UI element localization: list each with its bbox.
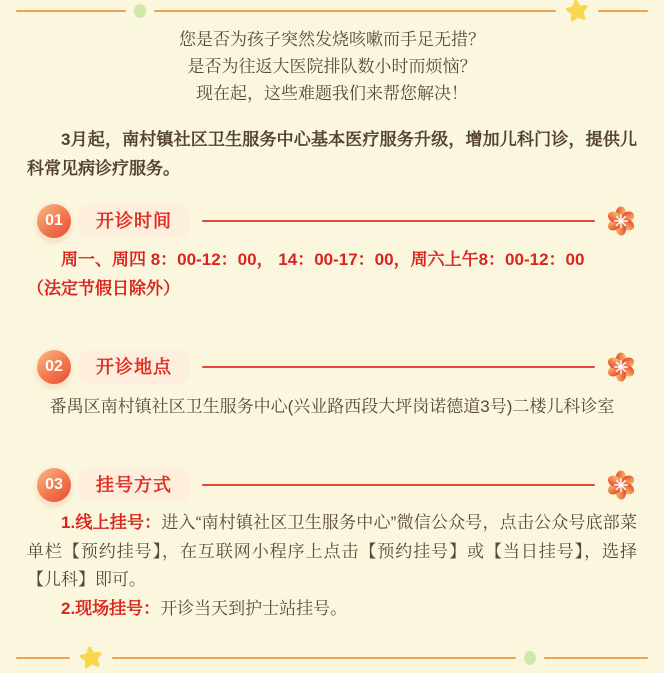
header-rule	[202, 366, 595, 368]
onsite-registration-item	[27, 595, 637, 624]
top-divider	[16, 4, 648, 18]
announcement-paragraph: 3月起，南村镇社区卫生服务中心基本医疗服务升级，增加儿科门诊，提供儿科常见病诊疗服务。	[27, 130, 637, 178]
green-dot-icon	[524, 651, 536, 665]
divider-line	[16, 10, 126, 12]
divider-line	[112, 657, 516, 659]
schedule-line: 周一、周四 8：00-12：00， 14：00-17：00，周六上午8：00-12：00	[61, 250, 585, 269]
section-title: 挂号方式	[78, 468, 190, 502]
intro-line: 您是否为孩子突然发烧咳嗽而手足无措？	[179, 30, 485, 49]
divider-line	[16, 657, 70, 659]
section-number-badge: 02	[37, 350, 71, 384]
green-dot-icon	[134, 4, 146, 18]
onsite-registration-label: 2.现场挂号：	[61, 598, 161, 618]
onsite-registration-text: 开诊当天到护士站挂号。	[160, 598, 348, 618]
section-number-badge: 03	[37, 468, 71, 502]
schedule-line: （法定节假日除外）	[27, 279, 180, 298]
section-title: 开诊时间	[78, 204, 190, 238]
opening-hours-text	[27, 245, 637, 303]
header-rule	[202, 484, 595, 486]
divider-line	[154, 10, 556, 12]
section-header-location	[37, 349, 637, 385]
divider-line	[544, 657, 648, 659]
registration-instructions	[27, 509, 637, 623]
flower-icon	[605, 205, 637, 237]
header-rule	[202, 220, 595, 222]
clinic-address-text: 番禺区南村镇社区卫生服务中心(兴业路西段大坪岗诺德道3号)二楼儿科诊室	[49, 397, 615, 416]
flower-icon	[605, 351, 637, 383]
intro-line: 现在起，这些难题我们来帮您解决！	[196, 84, 468, 103]
yellow-star-icon	[562, 0, 591, 26]
section-header-registration	[37, 467, 637, 503]
section-header-opening-hours	[37, 203, 637, 239]
divider-line	[598, 10, 648, 12]
online-registration-label: 1.线上挂号：	[61, 513, 162, 532]
yellow-star-icon	[76, 643, 105, 672]
intro-block	[0, 26, 664, 107]
online-registration-text: 进入“南村镇社区卫生服务中心”微信公众号，点击公众号底部菜单栏【预约挂号】，在互联网小程序上点击【预约挂号】或【当日挂号】，选择【儿科】即可。	[27, 513, 637, 589]
intro-line: 是否为往返大医院排队数小时而烦恼？	[187, 57, 477, 76]
bottom-divider	[16, 651, 648, 665]
flower-icon	[605, 469, 637, 501]
online-registration-item	[27, 509, 637, 595]
section-number-badge: 01	[37, 204, 71, 238]
section-title: 开诊地点	[78, 350, 190, 384]
